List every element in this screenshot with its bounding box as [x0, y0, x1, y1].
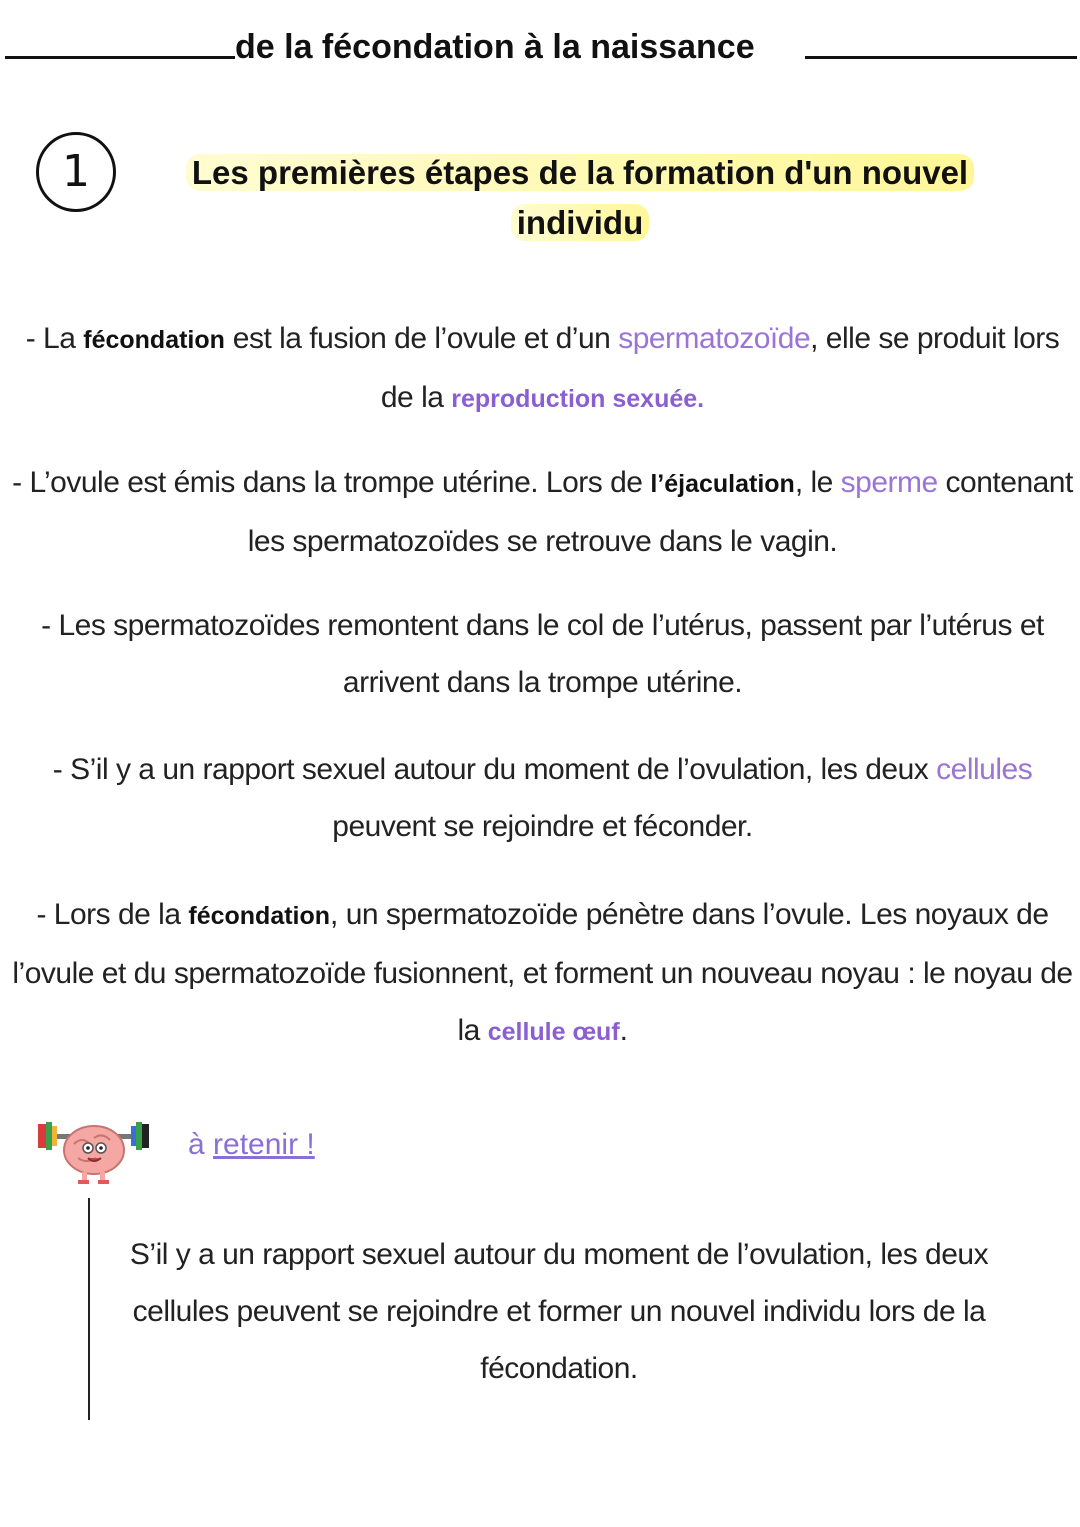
text-run: - Les spermatozoïdes remontent dans le col de l’utérus, passent par l’utérus et arrivent dans la trompe utérine. — [41, 609, 1044, 699]
remember-heading — [188, 1128, 315, 1162]
keyword-reproduction-sexuee: reproduction sexuée. — [451, 385, 705, 413]
text-run: , le — [794, 466, 841, 499]
remember-suffix: ! — [298, 1128, 315, 1161]
text-run: - S’il y a un rapport sexuel autour du moment de l’ovulation, les deux — [52, 753, 937, 786]
paragraph-noyaux-fusion — [10, 886, 1075, 1061]
keyword-spermatozoide: spermatozoïde — [618, 322, 811, 355]
paragraph-fecondation-definition — [10, 310, 1075, 428]
paragraph-rapport-ovulation — [10, 741, 1075, 855]
remember-label: retenir — [213, 1128, 299, 1161]
keyword-sperme: sperme — [840, 466, 938, 499]
keyword-fecondation: fécondation — [188, 902, 331, 930]
keyword-cellule-oeuf: cellule œuf — [487, 1018, 620, 1046]
text-run: - Lors de la — [36, 898, 189, 931]
text-run: peuvent se rejoindre et féconder. — [332, 810, 753, 843]
remember-vertical-bar — [88, 1198, 90, 1420]
remember-text: S’il y a un rapport sexuel autour du moment de l’ovulation, les deux cellules peuvent se rejoindre et former un nouvel individu lors de la fécondation. — [129, 1238, 989, 1385]
section-title-line2: individu — [511, 204, 650, 241]
remember-prefix: à — [188, 1128, 214, 1161]
text-run: contenant les spermatozoïdes se retrouve dans le vagin. — [247, 466, 1073, 558]
section-number: 1 — [36, 132, 116, 212]
page-header — [0, 28, 1080, 68]
text-run: , un spermatozoïde pénètre dans l’ovule. Les noyaux de l’ovule et du spermatozoïde fusionnent, et forment un nouveau noyau : le noyau de la — [12, 898, 1073, 1047]
header-rule-left — [5, 56, 235, 59]
text-run: - L’ovule est émis dans la trompe utérine. Lors de — [12, 466, 651, 499]
text-run: - La — [25, 322, 84, 355]
paragraph-ovule-ejaculation — [10, 454, 1075, 570]
brain-weightlifting-icon — [36, 1112, 151, 1187]
text-run: . — [619, 1014, 628, 1047]
paragraph-spermatozoides-trajet — [10, 597, 1075, 711]
keyword-cellules: cellules — [936, 753, 1033, 786]
keyword-ejaculation: l’éjaculation — [650, 470, 795, 498]
section-title-line1: Les premières étapes de la formation d'un nouvel — [186, 154, 974, 191]
text-run: , elle se produit lors de la — [380, 322, 1060, 414]
keyword-fecondation: fécondation — [83, 326, 225, 354]
section-title — [130, 148, 1030, 248]
header-rule-right — [805, 56, 1077, 59]
text-run: est la fusion de l’ovule et d’un — [224, 322, 619, 355]
page-title: de la fécondation à la naissance — [235, 28, 755, 66]
